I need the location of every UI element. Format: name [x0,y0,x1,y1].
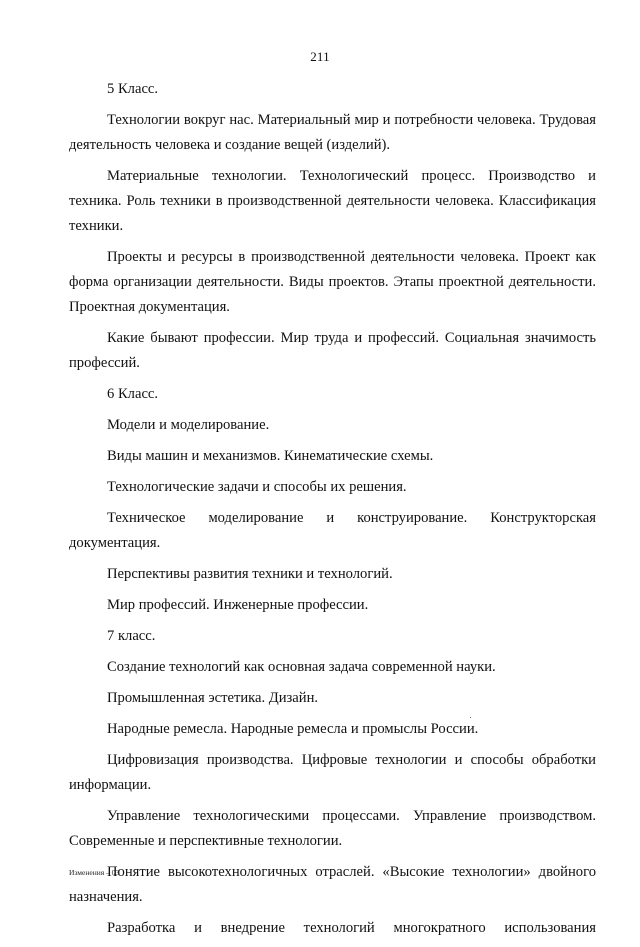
section-heading: 5 Класс. [107,81,159,97]
body-paragraph: Материальные технологии. Технологический процесс. Производство и техника. Роль техники в производственной деятельности человека. Классификация техники. [69,168,596,234]
body-paragraph: Мир профессий. Инженерные профессии. [107,597,369,613]
footer-revision-note: Изменения – 03 [69,868,120,877]
body-paragraph: Виды машин и механизмов. Кинематические схемы. [107,448,434,464]
body-paragraph: Технологии вокруг нас. Материальный мир и потребности человека. Трудовая деятельность человека и создание вещей (изделий). [69,112,596,153]
body-paragraph: Перспективы развития техники и технологий. [107,566,393,582]
body-paragraph: Проекты и ресурсы в производственной деятельности человека. Проект как форма организации деятельности. Виды проектов. Этапы проектной деятельности. Проектная документация. [69,249,596,315]
body-paragraph: Разработка и внедрение технологий многократного использования [107,920,596,936]
body-paragraph: Управление технологическими процессами. Управление производством. Современные и перспективные технологии. [69,808,596,849]
page-number: 211 [310,49,330,64]
body-paragraph: Народные ремесла. Народные ремесла и промыслы России. [107,721,479,737]
body-paragraph: Модели и моделирование. [107,417,270,433]
document-body [69,77,596,947]
section-heading: 7 класс. [107,628,156,644]
body-paragraph: Цифровизация производства. Цифровые технологии и способы обработки информации. [69,752,596,793]
scan-speck [470,717,471,718]
body-paragraph: Промышленная эстетика. Дизайн. [107,690,319,706]
body-paragraph: Понятие высокотехнологичных отраслей. «Высокие технологии» двойного назначения. [69,864,596,905]
body-paragraph: Технологические задачи и способы их решения. [107,479,407,495]
body-paragraph: Техническое моделирование и конструирование. Конструкторская документация. [69,510,596,551]
body-paragraph: Создание технологий как основная задача современной науки. [107,659,496,675]
section-heading: 6 Класс. [107,386,159,402]
body-paragraph: Какие бывают профессии. Мир труда и профессий. Социальная значимость профессий. [69,330,596,371]
